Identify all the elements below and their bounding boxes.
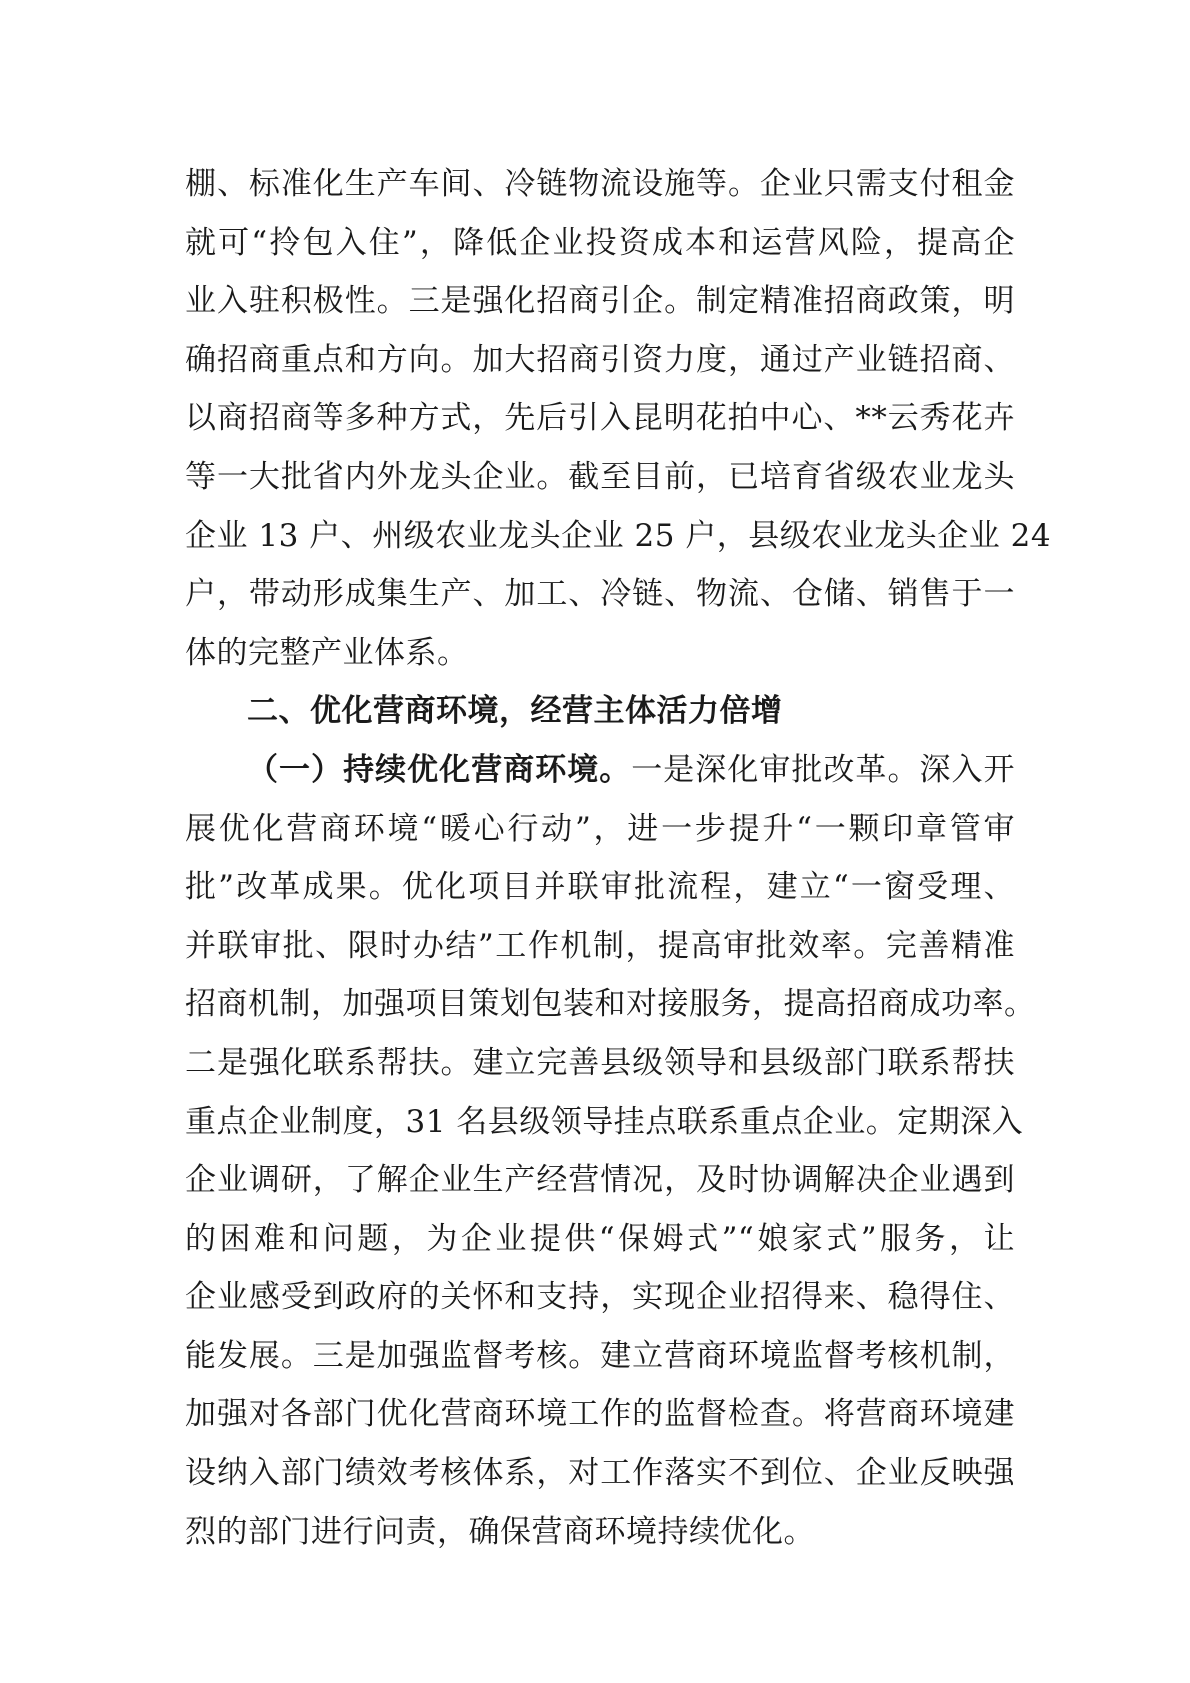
text-fragment: 一是深化审批改革。深入开: [631, 751, 1016, 788]
text-line: 重点企业制度，31 名县级领导挂点联系重点企业。定期深入: [185, 1103, 1024, 1140]
text-line: 企业 13 户、州级农业龙头企业 25 户，县级农业龙头企业 24: [185, 517, 1052, 554]
text-line: 并联审批、限时办结”工作机制，提高审批效率。完善精准: [185, 927, 1015, 964]
text-line: 展优化营商环境“暖心行动”，进一步提升“一颗印章管审: [185, 810, 1015, 847]
text-line: 加强对各部门优化营商环境工作的监督检查。将营商环境建: [185, 1396, 1015, 1433]
paragraph-2: [185, 741, 1036, 1561]
text-line: 就可“拎包入住”，降低企业投资成本和运营风险，提高企: [185, 224, 1015, 261]
section-heading: 二、优化营商环境，经营主体活力倍增: [247, 693, 783, 730]
text-line: 设纳入部门绩效考核体系，对工作落实不到位、企业反映强: [185, 1455, 1015, 1492]
text-line: 确招商重点和方向。加大招商引资力度，通过产业链招商、: [185, 341, 1015, 378]
text-line: 以商招商等多种方式，先后引入昆明花拍中心、**云秀花卉: [185, 400, 1015, 437]
document-body: [185, 155, 1052, 1561]
text-line: 批”改革成果。优化项目并联审批流程，建立“一窗受理、: [185, 869, 1015, 906]
text-line: 能发展。三是加强监督考核。建立营商环境监督考核机制，: [185, 1337, 1015, 1374]
text-line: 棚、标准化生产车间、冷链物流设施等。企业只需支付租金: [185, 166, 1015, 202]
text-line: 企业感受到政府的关怀和支持，实现企业招得来、稳得住、: [185, 1279, 1015, 1316]
text-line: 体的完整产业体系。: [185, 634, 469, 671]
text-line: 户，带动形成集生产、加工、冷链、物流、仓储、销售于一: [185, 576, 1015, 613]
text-line: 二是强化联系帮扶。建立完善县级领导和县级部门联系帮扶: [185, 1044, 1015, 1081]
text-line: 的困难和问题，为企业提供“保姆式”“娘家式”服务，让: [185, 1220, 1015, 1257]
text-line: 招商机制，加强项目策划包装和对接服务，提高招商成功率。: [185, 986, 1036, 1023]
text-line: 业入驻积极性。三是强化招商引企。制定精准招商政策，明: [185, 283, 1015, 320]
text-line: 企业调研，了解企业生产经营情况，及时协调解决企业遇到: [185, 1162, 1015, 1199]
paragraph-first-line: [185, 741, 1015, 800]
subsection-heading: （一）持续优化营商环境。: [247, 751, 632, 788]
text-line: 烈的部门进行问责，确保营商环境持续优化。: [185, 1513, 815, 1550]
paragraph-1: [185, 155, 1052, 682]
text-line: 等一大批省内外龙头企业。截至目前，已培育省级农业龙头: [185, 458, 1015, 495]
